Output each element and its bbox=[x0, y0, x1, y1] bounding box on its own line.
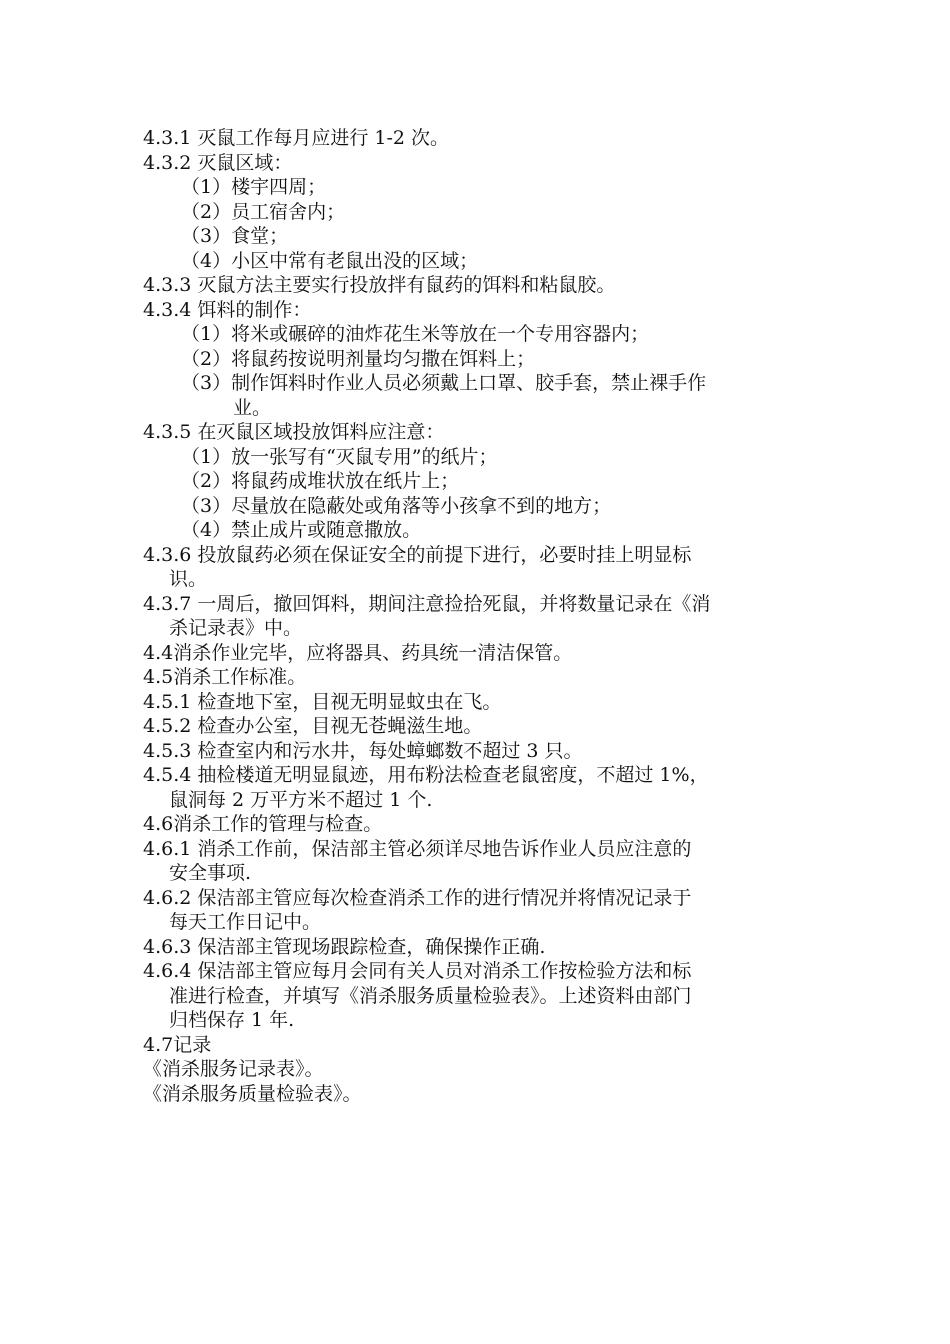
text-line: 4.3.2 灭鼠区域： bbox=[143, 151, 293, 174]
text-line: 4.4消杀作业完毕，应将器具、药具统一清洁保管。 bbox=[143, 641, 573, 664]
text-line: （3）尽量放在隐蔽处或角落等小孩拿不到的地方； bbox=[181, 494, 612, 517]
text-line: （2）将鼠药成堆状放在纸片上； bbox=[181, 470, 460, 492]
text-line: 4.7记录 bbox=[143, 1033, 212, 1056]
text-line: 归档保存 1 年. bbox=[169, 1009, 295, 1031]
text-line: （2）员工宿舍内； bbox=[181, 200, 346, 223]
text-line: （1）将米或碾碎的油炸花生米等放在一个专用容器内； bbox=[181, 323, 650, 345]
text-line: 准进行检查，并填写《消杀服务质量检验表》。上述资料由部门 bbox=[169, 984, 692, 1007]
text-line: 鼠洞每 2 万平方米不超过 1 个. bbox=[169, 788, 433, 811]
text-line: 4.3.3 灭鼠方法主要实行投放拌有鼠药的饵料和粘鼠胶。 bbox=[143, 274, 616, 296]
text-line: 杀记录表》中。 bbox=[169, 617, 303, 639]
text-line: （4）小区中常有老鼠出没的区域； bbox=[181, 249, 479, 272]
text-line: 4.5.4 抽检楼道无明显鼠迹，用布粉法检查老鼠密度，不超过 1%， bbox=[143, 764, 709, 786]
text-line: 4.3.4 饵料的制作： bbox=[143, 298, 312, 321]
text-line: 4.6.1 消杀工作前，保洁部主管必须详尽地告诉作业人员应注意的 bbox=[143, 837, 692, 860]
text-line: 4.5消杀工作标准。 bbox=[143, 666, 307, 688]
text-line: 4.3.1 灭鼠工作每月应进行 1-2 次。 bbox=[143, 127, 450, 149]
document-body bbox=[143, 126, 813, 1106]
text-line: （4）禁止成片或随意撒放。 bbox=[181, 519, 422, 541]
text-line: 4.3.5 在灭鼠区域投放饵料应注意： bbox=[143, 421, 445, 443]
text-line: （3）食堂； bbox=[181, 225, 289, 247]
text-line: 识。 bbox=[169, 568, 208, 590]
text-line: 4.5.3 检查室内和污水井，每处蟑螂数不超过 3 只。 bbox=[143, 739, 583, 762]
text-line: 4.3.7 一周后，撤回饵料，期间注意捡拾死鼠，并将数量记录在《消 bbox=[143, 592, 711, 615]
text-line: 4.6消杀工作的管理与检查。 bbox=[143, 813, 383, 835]
text-line: 4.5.2 检查办公室，目视无苍蝇滋生地。 bbox=[143, 715, 483, 737]
text-line: 4.6.4 保洁部主管应每月会同有关人员对消杀工作按检验方法和标 bbox=[143, 960, 692, 982]
text-line: （3）制作饵料时作业人员必须戴上口罩、胶手套，禁止裸手作 bbox=[181, 372, 707, 394]
text-line: 安全事项. bbox=[169, 862, 252, 884]
text-line: 4.5.1 检查地下室，目视无明显蚊虫在飞。 bbox=[143, 690, 502, 713]
text-line: 4.6.2 保洁部主管应每次检查消杀工作的进行情况并将情况记录于 bbox=[143, 886, 692, 909]
text-line: 业。 bbox=[233, 396, 272, 419]
text-line: 4.3.6 投放鼠药必须在保证安全的前提下进行，必要时挂上明显标 bbox=[143, 543, 692, 566]
text-line: （1）楼宇四周； bbox=[181, 176, 327, 198]
text-line: 每天工作日记中。 bbox=[169, 911, 322, 933]
text-line: （1）放一张写有“灭鼠专用”的纸片； bbox=[181, 445, 498, 468]
text-line: 4.6.3 保洁部主管现场跟踪检查，确保操作正确. bbox=[143, 935, 546, 958]
text-line: 《消杀服务记录表》。 bbox=[143, 1058, 324, 1080]
text-line: 《消杀服务质量检验表》。 bbox=[143, 1082, 362, 1105]
text-line: （2）将鼠药按说明剂量均匀撒在饵料上； bbox=[181, 347, 536, 370]
